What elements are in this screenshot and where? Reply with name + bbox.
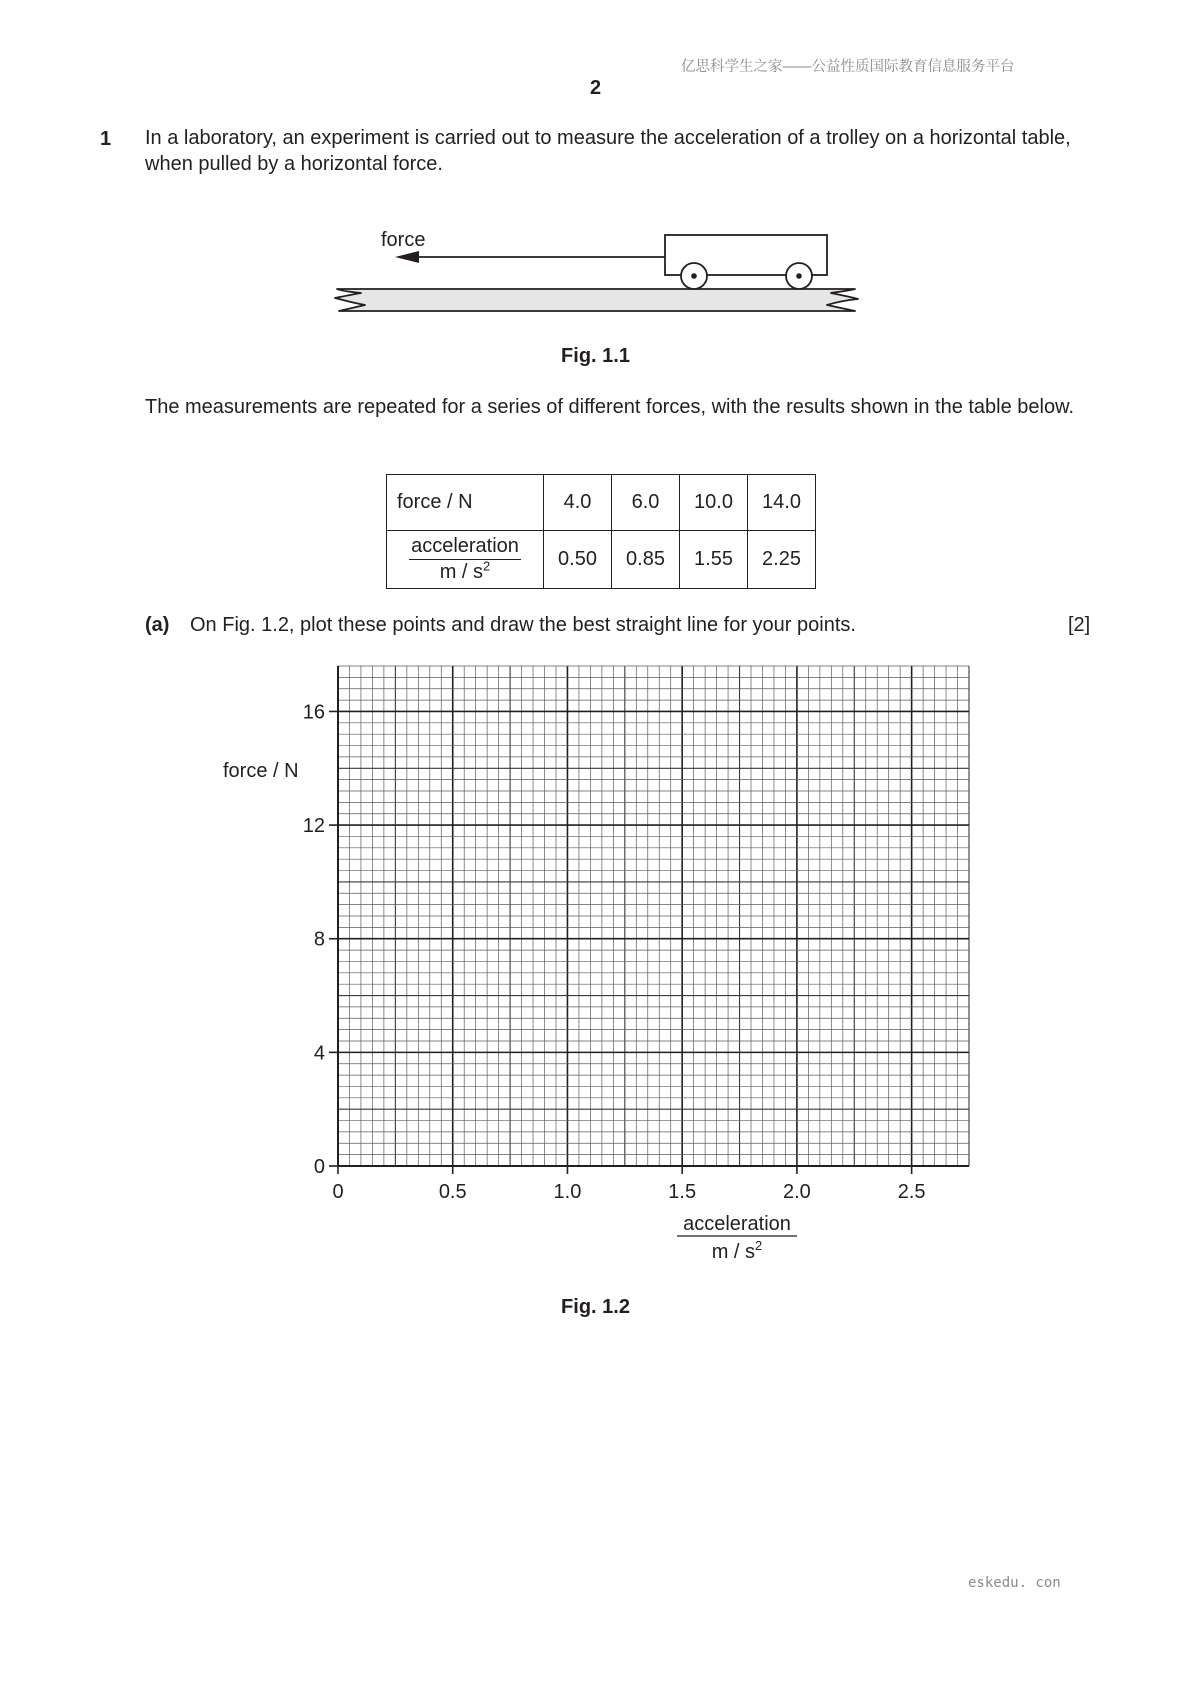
x-tick-label: 2.0 [783,1181,811,1203]
y-tick-label: 4 [313,1042,325,1065]
force-row-label: force / N [387,475,544,531]
acceleration-row-label [387,531,544,589]
force-value: 10.0 [680,475,748,531]
fig-1-1-caption: Fig. 1.1 [561,345,630,367]
force-value: 14.0 [748,475,816,531]
repeat-text: The measurements are repeated for a series of different forces, with the results shown in the table below. [145,396,1075,418]
acceleration-value: 0.50 [544,531,612,589]
y-tick-label: 16 [302,701,325,724]
part-a-marks: [2] [1068,614,1091,636]
question-number: 1 [100,128,112,150]
fig-1-2-caption: Fig. 1.2 [561,1296,630,1318]
page-number: 2 [589,77,602,99]
table-surface [335,289,858,311]
force-value: 4.0 [544,475,612,531]
y-tick-label: 8 [313,928,325,951]
table-row-force [387,475,816,531]
force-arrow-head [395,251,419,263]
y-axis-label: force / N [223,760,299,782]
footer-site: eskedu. con [968,1575,1061,1591]
acceleration-label-top: acceleration [409,535,521,560]
acceleration-value: 1.55 [680,531,748,589]
question-intro: In a laboratory, an experiment is carried out to measure the acceleration of a trolley on a horizontal table, when pulled by a horizontal force. [145,127,1071,175]
part-a-text: On Fig. 1.2, plot these points and draw the best straight line for your points. [190,614,856,636]
acceleration-value: 0.85 [612,531,680,589]
y-tick-label: 0 [313,1156,325,1178]
results-table [386,474,816,589]
x-axis-label-sup: 2 [755,1238,763,1253]
x-tick-label: 2.5 [897,1181,926,1203]
force-arrow-label: force [381,229,426,251]
graph-grid[interactable] [200,650,990,1270]
watermark-text: 亿思科学生之家——公益性质国际教育信息服务平台 [681,59,1015,75]
force-value: 6.0 [612,475,680,531]
x-axis-label-top: acceleration [683,1213,791,1235]
trolley-diagram [325,220,865,320]
x-axis-label-unit: m / s [711,1241,756,1263]
acceleration-value: 2.25 [748,531,816,589]
x-axis-label-bottom [712,1238,763,1263]
x-tick-label: 1.0 [553,1181,582,1203]
y-tick-label: 12 [302,815,325,838]
x-tick-label: 0.5 [438,1181,467,1203]
acceleration-label-sup: 2 [483,558,491,574]
part-a-label: (a) [145,614,170,636]
x-tick-label: 1.5 [668,1181,697,1203]
x-tick-label: 0 [332,1181,344,1203]
acceleration-label-unit: m / s [439,561,484,583]
table-row-acceleration [387,531,816,589]
